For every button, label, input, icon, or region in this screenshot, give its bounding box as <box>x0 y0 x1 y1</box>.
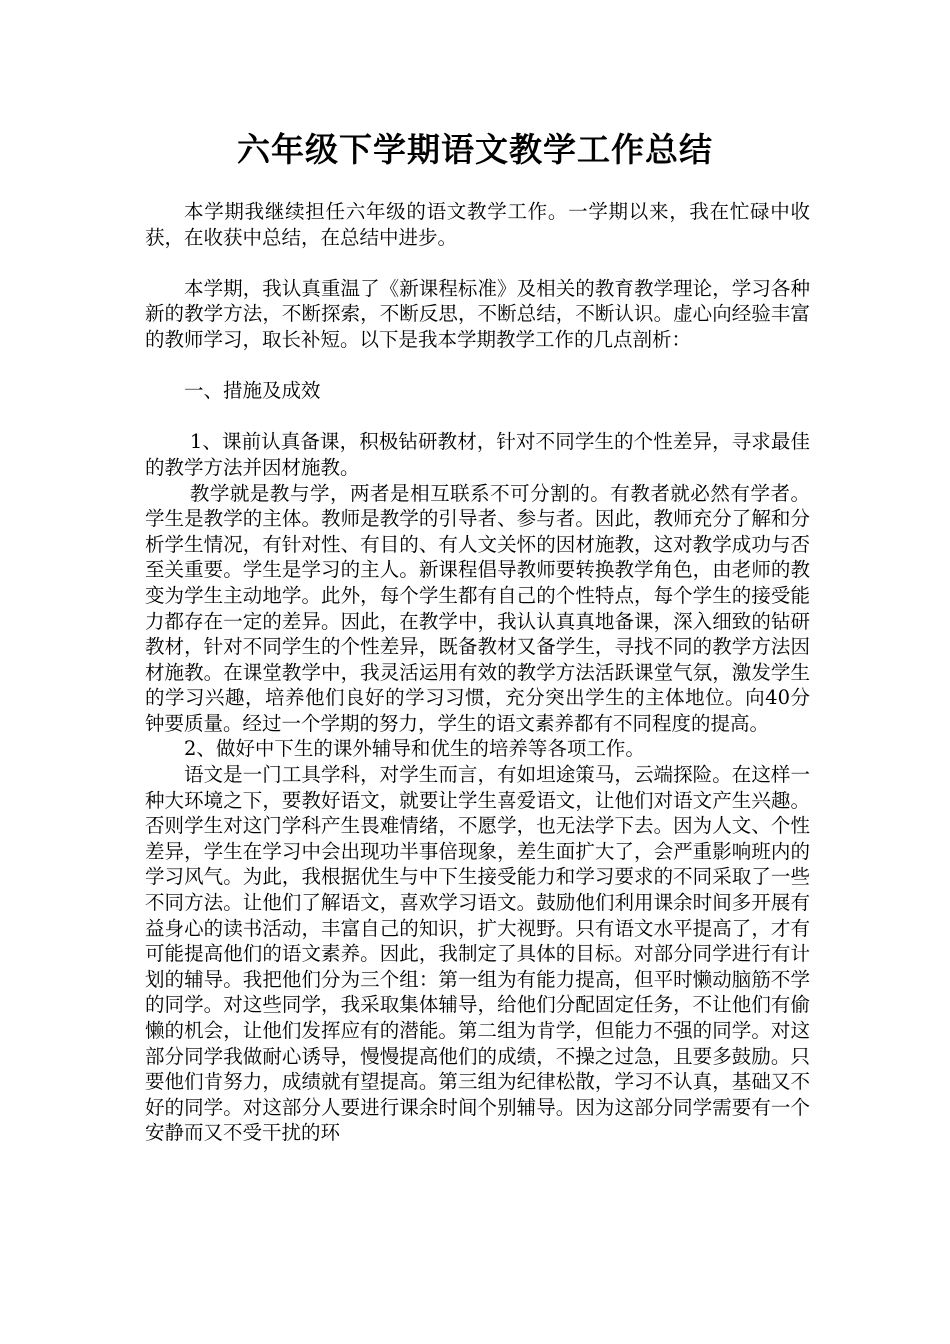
paragraph-gap <box>145 353 810 379</box>
subheading-1: 1、课前认真备课，积极钻研教材，针对不同学生的个性差异，寻求最佳的教学方法并因材施教。 <box>145 430 810 479</box>
subheading-2: 2、做好中下生的课外辅导和优生的培养等各项工作。 <box>184 737 645 761</box>
paragraph-gap <box>145 404 810 430</box>
paragraph-overview: 本学期，我认真重温了《新课程标准》及相关的教育教学理论，学习各种新的教学方法，不断探索，不断反思，不断总结，不断认识。虚心向经验丰富的教师学习，取长补短。以下是我本学期教学工作的几点剖析： <box>145 276 810 351</box>
paragraph-teaching: 教学就是教与学，两者是相互联系不可分割的。有教者就必然有学者。学生是教学的主体。教师是教学的引导者、参与者。因此，教师充分了解和分析学生情况，有针对性、有目的、有人文关怀的因材施教，这对教学成功与否至关重要。学生是学习的主人。新课程倡导教师要转换教学角色，由老师的教变为学生主动地学。此外，每个学生都有自己的个性特点，每个学生的接受能力都存在一定的差异。因此，在教学中，我认认真真地备课，深入细致的钻研教材，针对不同学生的个性差异，既备教材又备学生，寻找不同的教学方法因材施教。在课堂教学中，我灵活运用有效的教学方法活跃课堂气氛，激发学生的学习兴趣，培养他们良好的学习习惯，充分突出学生的主体地位。向40分钟要质量。经过一个学期的努力，学生的语文素养都有不同程度的提高。 <box>145 481 810 735</box>
paragraph-tutoring: 语文是一门工具学科，对学生而言，有如坦途策马，云端探险。在这样一种大环境之下，要教好语文，就要让学生喜爱语文，让他们对语文产生兴趣。否则学生对这门学科产生畏难情绪，不愿学，也无法学下去。因为人文、个性差异，学生在学习中会出现功半事倍现象，差生面扩大了，会严重影响班内的学习风气。为此，我根据优生与中下生接受能力和学习要求的不同采取了一些不同方法。让他们了解语文，喜欢学习语文。鼓励他们利用课余时间多开展有益身心的读书活动，丰富自己的知识，扩大视野。只有语文水平提高了，才有可能提高他们的语文素养。因此，我制定了具体的目标。对部分同学进行有计划的辅导。我把他们分为三个组：第一组为有能力提高，但平时懒动脑筋不学的同学。对这些同学，我采取集体辅导，给他们分配固定任务，不让他们有偷懒的机会，让他们发挥应有的潜能。第二组为肯学，但能力不强的同学。对这部分同学我做耐心诱导，慢慢提高他们的成绩，不操之过急，且要多鼓励。只要他们肯努力，成绩就有望提高。第三组为纪律松散，学习不认真，基础又不好的同学。对这部分人要进行课余时间个别辅导。因为这部分同学需要有一个安静而又不受干扰的环 <box>145 763 810 1145</box>
paragraph-gap <box>145 250 810 276</box>
section-heading: 一、措施及成效 <box>184 379 321 403</box>
document-title: 六年级下学期语文教学工作总结 <box>237 130 713 169</box>
paragraph-intro: 本学期我继续担任六年级的语文教学工作。一学期以来，我在忙碌中收获，在收获中总结，在总结中进步。 <box>145 200 810 249</box>
document-body <box>145 199 810 1146</box>
